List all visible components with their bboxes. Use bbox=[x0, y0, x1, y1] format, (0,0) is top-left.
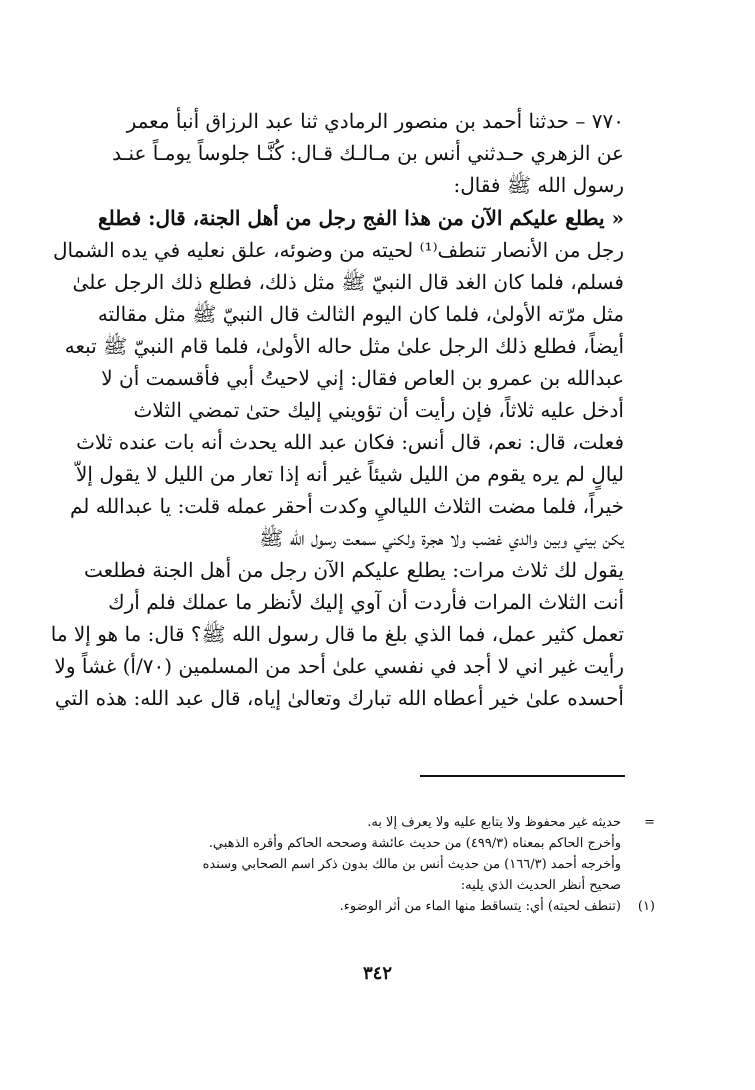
hadith-body bbox=[50, 202, 624, 714]
footnote-row bbox=[130, 833, 655, 854]
text-line: أدخل عليه ثلاثاً، فإن رأيت أن تؤويني إليك حتىٰ تمضي الثلاث bbox=[133, 398, 624, 422]
text-line: عبدالله بن عمرو بن العاص فقال: إني لاحيتُ أبي فأقسمت أن لا bbox=[101, 366, 624, 390]
text-line: ٧٧٠ – حدثنا أحمد بن منصور الرمادي ثنا عبد الرزاق أنبأ معمر bbox=[126, 109, 624, 133]
text-line: عن الزهري حـدثني أنس بن مـالـك قـال: كُنَّـا جلوساً يومـاً عنـد bbox=[112, 141, 624, 165]
footnote-mark bbox=[621, 833, 655, 854]
footnote-row bbox=[130, 875, 655, 896]
footnote-separator bbox=[420, 775, 625, 777]
footnote-text: (تنطف لحيته) أي: يتساقط منها الماء من أثر الوضوء. bbox=[339, 899, 621, 914]
text-line: مثل مرّته الأولىٰ، فلما كان اليوم الثالث قال النبيّ ﷺ مثل مقالته bbox=[97, 302, 624, 326]
footnote-mark bbox=[621, 875, 655, 896]
footnote-mark: (١) bbox=[637, 899, 655, 914]
footnote-text: وأخرج الحاكم بمعناه (٤٩٩/٣) من حديث عائشة وصححه الحاكم وأقره الذهبي. bbox=[208, 836, 621, 851]
text-line: أحسده علىٰ خير أعطاه الله تبارك وتعالىٰ إياه، قال عبد الله: هذه التي bbox=[54, 686, 624, 710]
text-line: فعلت، قال: نعم، قال أنس: فكان عبد الله يحدث أنه بات عنده ثلاث bbox=[76, 430, 624, 454]
text-line: تعمل كثير عمل، فما الذي بلغ ما قال رسول الله ﷺ؟ قال: ما هو إلا ما bbox=[50, 622, 624, 646]
text-line: يكن بيني وبين والدي غضب ولا هجرة ولكني سمعت رسول الله ﷺ bbox=[259, 526, 624, 550]
footnote-text: حديثه غير محفوظ ولا يتابع عليه ولا يعرف إلا به. bbox=[367, 815, 621, 830]
text-line: خيراً، فلما مضت الثلاث اللياليِ وكدت أحقر عمله قلت: يا عبدالله لم bbox=[69, 494, 624, 518]
footnotes bbox=[130, 812, 655, 917]
footnote-mark: = bbox=[644, 815, 655, 830]
text-line: رأيت غير اني لا أجد في نفسي علىٰ أحد من المسلمين (٧٠/أ) غشاً ولا bbox=[54, 654, 624, 678]
footnote-mark bbox=[621, 854, 655, 875]
text-line: فسلم، فلما كان الغد قال النبيّ ﷺ مثل ذلك، فطلع ذلك الرجل علىٰ bbox=[72, 270, 624, 294]
footnote-row bbox=[130, 854, 655, 875]
footnote-text: وأخرجه أحمد (١٦٦/٣) من حديث أنس بن مالك بدون ذكر اسم الصحابي وسنده bbox=[202, 857, 621, 872]
text-line: رسول الله ﷺ فقال: bbox=[453, 173, 624, 197]
text-line: يقول لك ثلاث مرات: يطلع عليكم الآن رجل من أهل الجنة فطلعت bbox=[83, 558, 624, 582]
text-line: « يطلع عليكم الآن من هذا الفج رجل من أهل الجنة، قال: فطلع bbox=[97, 206, 624, 230]
footnote-text: صحيح أنظر الحديث الذي يليه: bbox=[460, 878, 621, 893]
text-line: أيضاً، فطلع ذلك الرجل علىٰ مثل حاله الأولىٰ، فلما قام النبيّ ﷺ تبعه bbox=[64, 334, 624, 358]
text-line: ليالٍ لم يره يقوم من الليل شيئاً غير أنه إذا تعار من الليل لا يقول إلاّ bbox=[76, 462, 624, 486]
footnote-row bbox=[130, 812, 655, 833]
text-line: رجل من الأنصار تنطف⁽¹⁾ لحيته من وضوئه، علق نعليه في يده الشمال bbox=[53, 238, 624, 262]
text-line: أنت الثلاث المرات فأردت أن آوي إليك لأنظر ما عملك فلم أرك bbox=[108, 590, 624, 614]
footnote-row bbox=[130, 896, 655, 917]
hadith-intro bbox=[112, 105, 624, 201]
page-number: ٣٤٢ bbox=[362, 963, 392, 984]
